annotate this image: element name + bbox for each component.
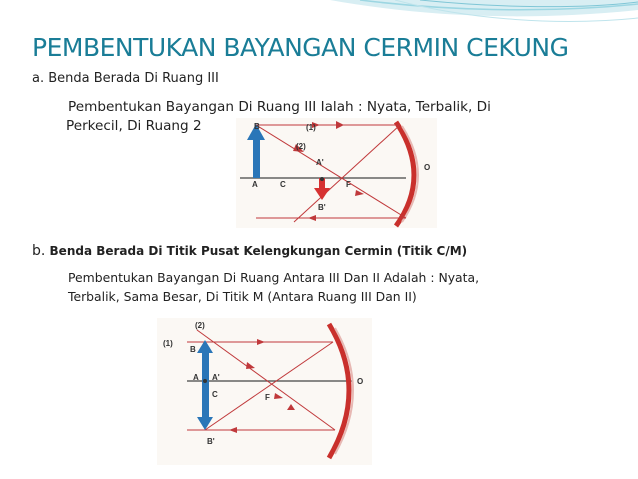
label-ray-1: (1) xyxy=(163,339,173,348)
section-b-letter: b. xyxy=(32,243,46,259)
label-o: O xyxy=(424,163,431,172)
label-c: C xyxy=(280,180,286,189)
label-f: F xyxy=(346,180,351,189)
label-ray-2: (2) xyxy=(296,142,306,151)
label-a: A xyxy=(193,373,199,382)
section-b-heading xyxy=(32,243,467,259)
label-o: O xyxy=(357,377,364,386)
section-a-body-line-2: Perkecil, Di Ruang 2 xyxy=(66,118,202,134)
section-b-body-line-1: Pembentukan Bayangan Di Ruang Antara III Dan II Adalah : Nyata, xyxy=(68,270,480,285)
label-ray-1: (1) xyxy=(306,123,316,132)
label-b: B xyxy=(254,122,260,131)
section-b-body-line-2: Terbalik, Sama Besar, Di Titik M (Antara Ruang III Dan II) xyxy=(68,289,417,304)
diagram-object-at-c xyxy=(157,318,372,465)
label-a: A xyxy=(252,180,258,189)
section-b-body xyxy=(68,268,588,306)
label-a-prime: A' xyxy=(316,158,324,167)
page-title: PEMBENTUKAN BAYANGAN CERMIN CEKUNG xyxy=(32,33,569,62)
diagram-object-beyond-c xyxy=(236,118,437,228)
label-b-prime: B' xyxy=(207,437,215,446)
section-a-body-line-1: Pembentukan Bayangan Di Ruang III Ialah : Nyata, Terbalik, Di xyxy=(68,99,491,115)
label-ray-2: (2) xyxy=(195,321,205,330)
label-b-prime: B' xyxy=(318,203,326,212)
label-f: F xyxy=(265,393,270,402)
label-b: B xyxy=(190,345,196,354)
section-b-heading-text: Benda Berada Di Titik Pusat Kelengkungan Cermin (Titik C/M) xyxy=(49,244,468,258)
label-c: C xyxy=(212,390,218,399)
label-a-prime: A' xyxy=(212,373,220,382)
section-a-heading: a. Benda Berada Di Ruang III xyxy=(32,71,219,86)
